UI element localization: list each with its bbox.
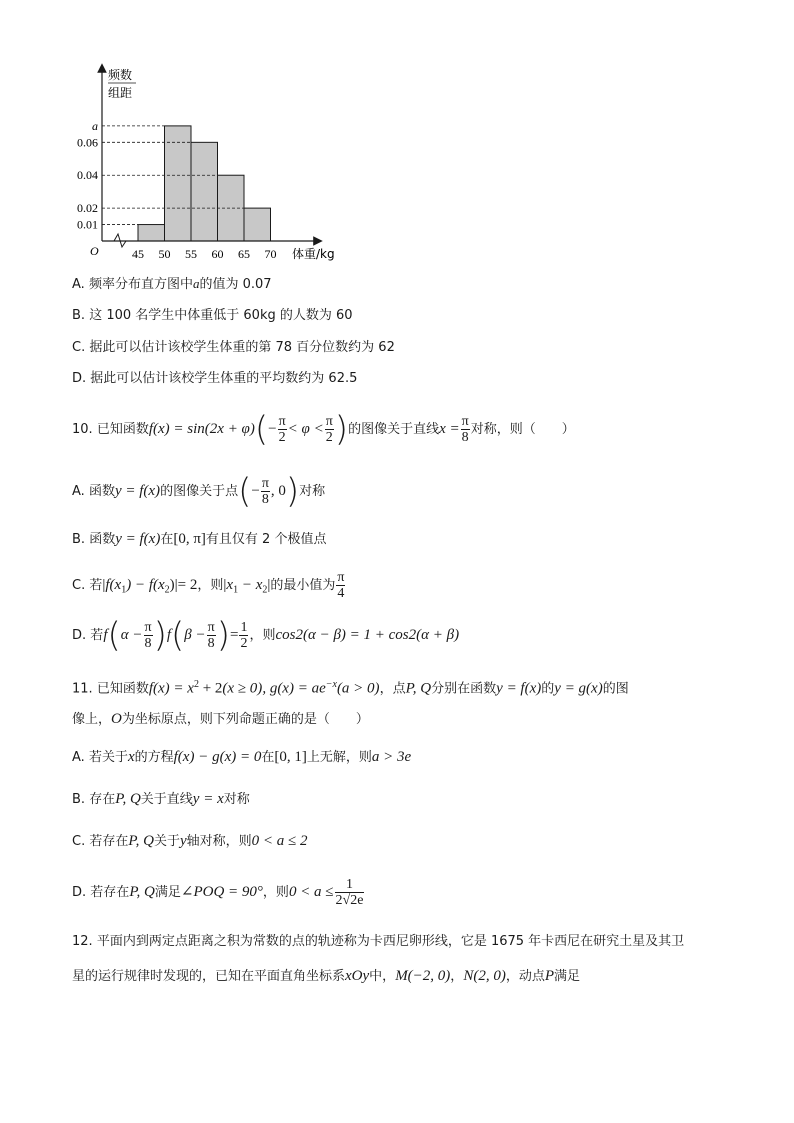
q11-yg: y = g(x): [554, 680, 603, 697]
q11-option-d: [72, 877, 365, 908]
q10-pi2: π: [325, 414, 333, 429]
q9-a-prefix: A.: [72, 277, 85, 292]
q10-d-text1: 若: [90, 628, 104, 643]
q10-option-b: [72, 529, 326, 550]
x-tick-label-60: 60: [211, 247, 224, 261]
q10-c-abs1: f(x: [105, 577, 122, 593]
q12-xoy: xOy: [345, 968, 370, 984]
q11-d-pq: P, Q: [129, 884, 155, 900]
q10-a-pi: π: [261, 476, 269, 491]
q11-d-result: 0 < a ≤: [288, 884, 334, 900]
q11-a-interval: [0, 1]: [274, 749, 307, 765]
x-tick-label-55: 55: [185, 247, 197, 261]
y-label-top: 频数: [108, 68, 133, 82]
q11-c-y: y: [179, 833, 187, 849]
origin-label: O: [90, 244, 99, 258]
q10-d-pi2: π: [207, 620, 215, 635]
y-tick-labels: [77, 119, 98, 232]
q10-d-text2: ，则: [249, 628, 276, 643]
q11-gexp: −x: [325, 679, 337, 690]
q11-a-text1: 若关于: [88, 750, 128, 765]
q11-text3: 分别在函数: [431, 681, 497, 697]
q11-text4: 的: [541, 681, 555, 697]
q12-text2: 星的运行规律时发现的，已知在平面直角坐标系: [72, 969, 346, 984]
q12-text3: 中，: [369, 969, 396, 984]
q11-yf: y = f(x): [496, 680, 542, 697]
q9-d-prefix: D.: [72, 371, 87, 386]
q11-option-b: [72, 789, 250, 810]
q12-stem-line2: [72, 966, 580, 987]
q10-c-text3: 的最小值为: [270, 578, 336, 593]
q10-a-text3: 对称: [299, 484, 326, 499]
q11-b-prefix: B.: [72, 792, 86, 807]
q11-c-text2: 关于: [153, 834, 180, 849]
q11-b-pq: P, Q: [115, 791, 141, 807]
y-tick-label-2: 0.04: [77, 168, 98, 183]
histogram-bars: [138, 126, 271, 241]
y-tick-label-3: 0.02: [77, 201, 98, 216]
q12-text4: ，动点: [505, 969, 545, 984]
q10-a-prefix: A.: [72, 484, 85, 499]
q10-stem: 10. 已知函数f(x) = sin(2x + φ)(− $\frac{\pi}{2}$ < φ < $\frac{\pi}{2}$ )的图像关于直线x = $\frac{\pi}{8}$ 对称，则（ ）: [72, 409, 575, 450]
q11-origin: O: [111, 711, 122, 727]
q9-c-text: 据此可以估计该校学生体重的第 78 百分位数约为 62: [89, 340, 395, 355]
q11-c-result: 0 < a ≤ 2: [251, 833, 308, 849]
q10-two: 2: [278, 430, 286, 445]
q10-a-eight: 8: [261, 492, 269, 507]
q11-text2: ，点: [379, 681, 406, 697]
q11-text5: 的图: [602, 681, 629, 697]
histogram-bar-60-65: [218, 175, 245, 241]
q11-line2b: 为坐标原点，则下列命题正确的是（ ）: [121, 712, 369, 727]
q9-option-b: [72, 306, 353, 326]
q11-c-text1: 若存在: [89, 834, 129, 849]
q10-b-fx: y = f(x): [115, 531, 161, 547]
q11-d-text2: 满足: [154, 885, 181, 900]
x-axis-label: 体重/kg: [292, 247, 335, 261]
q11-d-prefix: D.: [72, 885, 87, 900]
x-tick-label-45: 45: [132, 247, 144, 261]
q10-c-abs2: x: [226, 577, 234, 593]
q11-b-text2: 关于直线: [140, 792, 193, 807]
q11-d-angle: ∠POQ = 90°: [180, 884, 263, 900]
q10-a-fx: y = f(x): [114, 483, 161, 499]
q10-d-tail: cos2(α − β) = 1 + cos2(α + β): [275, 627, 460, 643]
q9-a-var: a: [192, 276, 200, 291]
q11-a-eq: f(x) − g(x) = 0: [173, 749, 262, 765]
q11-a-text4: 上无解，则: [306, 750, 372, 765]
y-tick-label-4: 0.01: [77, 217, 98, 232]
q10-a-point: , 0: [270, 483, 286, 499]
q12-stem-line1: [72, 932, 684, 952]
q10-c-eq: = 2: [177, 577, 198, 593]
q10-d-eq: =: [229, 627, 239, 643]
q11-gcond: (a > 0): [336, 680, 380, 697]
q11-gdef: , g(x) = ae: [262, 680, 326, 697]
q12-m: M(−2, 0): [395, 968, 451, 984]
q10-d-two: 2: [240, 636, 248, 651]
q12-number: 12.: [72, 934, 93, 949]
frequency-histogram: [60, 60, 360, 265]
q10-d-pi1: π: [144, 620, 152, 635]
q11-fdef2: + 2: [198, 680, 223, 697]
q11-c-pq: P, Q: [128, 833, 154, 849]
q11-a-text2: 的方程: [134, 750, 174, 765]
q11-d-num: 1: [335, 877, 365, 893]
q10-d-one: 1: [240, 620, 248, 635]
q10-c-text1: 若: [89, 578, 103, 593]
histogram-bar-45-50: [138, 225, 165, 241]
q10-text1: 已知函数: [96, 422, 149, 437]
q10-option-a: A. 函数y = f(x)的图像关于点(− $\frac{\pi}{8}$ , 0)对称: [72, 471, 326, 512]
q11-b-text3: 对称: [223, 792, 250, 807]
q10-b-text1: 函数: [89, 532, 116, 547]
q10-b-text2: 在: [160, 532, 174, 547]
q10-d-beta: β −: [184, 627, 206, 643]
q10-c-absmid: ) − f(x: [126, 577, 165, 593]
histogram-bar-50-55: [165, 126, 192, 241]
q10-text2: 的图像关于直线: [348, 422, 440, 437]
q9-d-text: 据此可以估计该校学生体重的平均数约为 62.5: [90, 371, 358, 386]
q10-two2: 2: [325, 430, 333, 445]
x-tick-label-65: 65: [238, 247, 250, 261]
q12-sep: ，: [450, 969, 464, 984]
q9-c-prefix: C.: [72, 340, 86, 355]
q12-text5: 满足: [554, 969, 581, 984]
q10-d-alpha: α −: [120, 627, 143, 643]
q9-option-a: [72, 274, 272, 295]
q11-line2: 像上，: [72, 712, 112, 727]
q10-c-four: 4: [337, 586, 345, 601]
q10-option-d: D. 若f(α − $\frac{\pi}{8}$ )f(β − $\frac{\pi}{8}$ )= $\frac{1}{2}$ ，则cos2(α − β) = 1 + cos2(α + β): [72, 615, 460, 656]
q12-p: P: [544, 968, 554, 984]
q11-option-a: [72, 747, 411, 768]
x-tick-label-70: 70: [264, 247, 277, 261]
q11-option-c: [72, 831, 308, 852]
q12-n: N(2, 0): [463, 968, 506, 984]
q11-a-prefix: A.: [72, 750, 85, 765]
q10-d-eight1: 8: [144, 636, 152, 651]
q11-number: 11.: [72, 681, 93, 697]
q11-d-text3: ，则: [262, 885, 289, 900]
q11-text1: 已知函数: [96, 681, 149, 697]
q11-b-line: y = x: [192, 791, 224, 807]
q12-text1: 平面内到两定点距离之积为常数的点的轨迹称为卡西尼卵形线，它是 1675 年卡西尼在研究土星及其卫: [96, 934, 685, 949]
q10-a-text1: 函数: [88, 484, 115, 499]
q10-a-text2: 的图像关于点: [160, 484, 239, 499]
q10-b-prefix: B.: [72, 532, 86, 547]
q11-c-prefix: C.: [72, 834, 86, 849]
q10-xeq: x =: [439, 421, 460, 437]
q10-c-pi: π: [337, 570, 345, 585]
q11-b-text1: 存在: [89, 792, 116, 807]
q11-a-x: x: [127, 749, 135, 765]
q9-b-prefix: B.: [72, 308, 86, 323]
q10-b-interval: [0, π]: [173, 531, 206, 547]
q11-pq: P, Q: [405, 680, 432, 697]
q9-a-text: 频率分布直方图中: [88, 277, 193, 292]
q9-option-d: [72, 369, 357, 389]
q10-function: f(x) = sin(2x + φ): [148, 421, 255, 437]
q10-c-minus: − x: [238, 577, 263, 593]
q11-d-text1: 若存在: [90, 885, 130, 900]
q10-d-eight2: 8: [207, 636, 215, 651]
q9-b-text: 这 100 名学生中体重低于 60kg 的人数为 60: [89, 308, 353, 323]
q10-c-prefix: C.: [72, 578, 86, 593]
q9-a-text2: 的值为 0.07: [199, 277, 272, 292]
histogram-bar-65-70: [244, 208, 271, 241]
y-tick-label-1: 0.06: [77, 135, 98, 150]
q10-text3: 对称，则（ ）: [470, 422, 575, 437]
q10-b-text3: 有且仅有 2 个极值点: [205, 532, 327, 547]
x-tick-labels: [132, 247, 277, 261]
q11-a-text3: 在: [261, 750, 275, 765]
x-tick-label-50: 50: [158, 247, 171, 261]
q11-stem-line2: [72, 709, 369, 730]
q10-c-text2: ，则: [197, 578, 224, 593]
q10-pi3: π: [461, 414, 469, 429]
q10-cond: < φ <: [287, 421, 324, 437]
q9-option-c: [72, 338, 395, 358]
y-label-bottom: 组距: [108, 86, 133, 100]
q11-cond: (x ≥ 0): [222, 680, 263, 697]
histogram-bar-55-60: [191, 142, 218, 241]
q11-d-den: 2√2e: [335, 893, 364, 908]
q11-a-result: a > 3e: [371, 749, 412, 765]
q10-option-c: C. 若$|f(x_1) - f(x_2)|= 2$，则$|x_1 - x_2|$的最小值为 $\frac{\pi}{4}$: [72, 570, 345, 601]
q10-pi: π: [278, 414, 286, 429]
y-tick-label-0: a: [92, 118, 98, 133]
q11-stem-line1: 11. 已知函数$f(x) = x^2 + 2(x \ge 0)$, $g(x) = ae^{-x}(a > 0)$，点P, Q分别在函数y = f(x)的y = g(x)的图: [72, 679, 629, 697]
q10-eight: 8: [461, 430, 469, 445]
q11-fdef: f(x) = x: [148, 680, 194, 697]
q10-d-prefix: D.: [72, 628, 87, 643]
q11-c-text3: 轴对称，则: [186, 834, 252, 849]
q10-number: 10.: [72, 422, 93, 437]
